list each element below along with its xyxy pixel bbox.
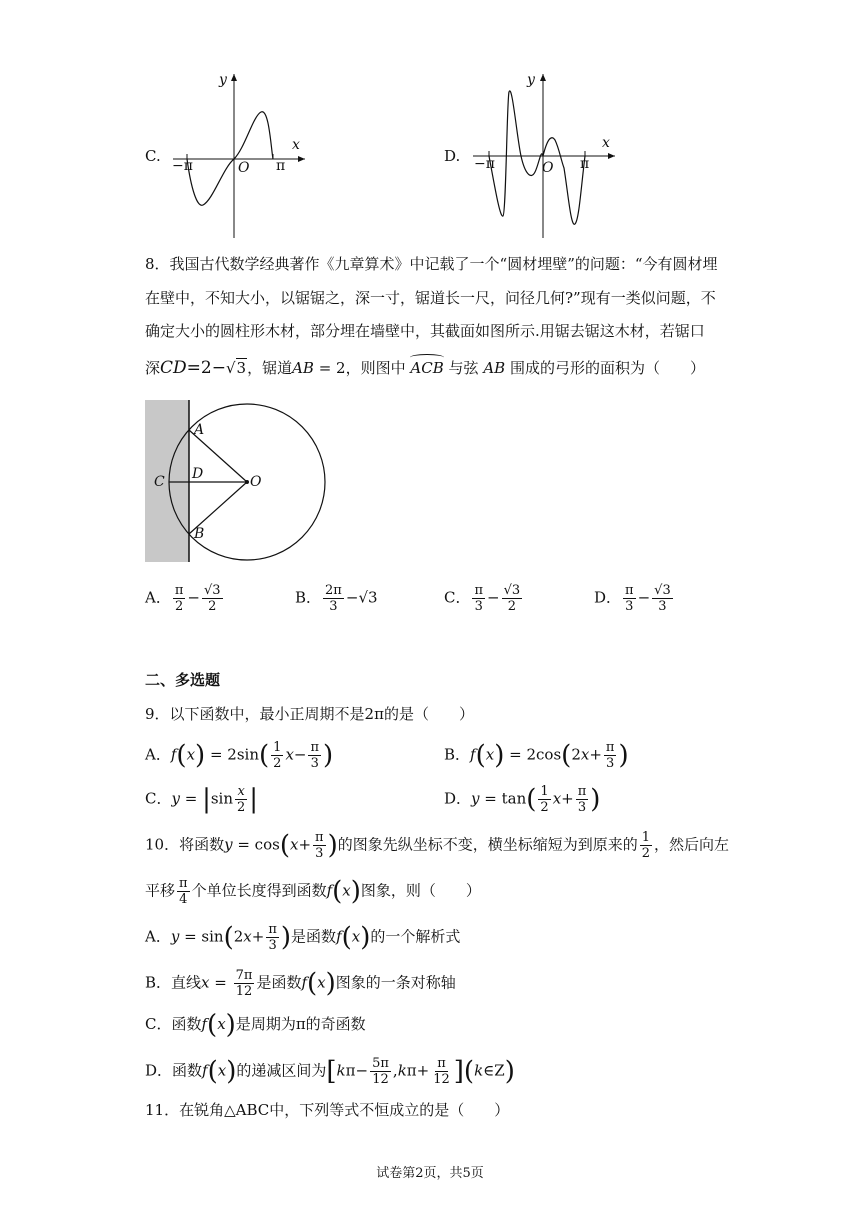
q8-line1: 8．我国古代数学经典著作《九章算术》中记载了一个“圆材埋壁”的问题：“今有圆材埋 <box>145 255 718 273</box>
fig-label-b: B <box>194 526 205 542</box>
q10-option-a[interactable]: A．y = sin(2x+ $\frac{\pi}{3}$ )是函数f(x)的一个解析式 <box>145 922 461 953</box>
graph-d-pi: π <box>580 156 590 172</box>
q10-stem-line1: 10．将函数y = cos(x+ $\frac{\pi}{3}$ )的图象先纵坐标不变，横坐标缩短为到原来的 $\frac{1}{2}$ ，然后向左 <box>145 830 730 861</box>
fig-label-a: A <box>194 422 205 438</box>
q9-option-a[interactable]: A．f(x) = 2sin( $\frac{1}{2}$ x− $\frac{\pi}{3}$ ) <box>145 740 334 771</box>
graph-c <box>165 68 315 243</box>
fig-label-d: D <box>192 466 204 482</box>
graph-c-pi: π <box>276 158 286 174</box>
page-footer: 试卷第2页，共5页 <box>376 1166 484 1181</box>
q8-option-c[interactable]: C． $\frac{\pi}{3}$ − $\frac{√3}{2}$ <box>444 583 521 614</box>
q10-option-b[interactable]: B．直线x = $\frac{7\pi}{12}$ 是函数f(x)图象的一条对称轴 <box>145 968 456 999</box>
q11-stem: 11．在锐角△ABC中，下列等式不恒成立的是（ ） <box>145 1101 510 1119</box>
q8-option-b[interactable]: B． $\frac{2\pi}{3}$ −√3 <box>295 583 378 614</box>
q9-option-d[interactable]: D．y = tan( $\frac{1}{2}$ x+ $\frac{\pi}{3}$ ) <box>444 784 601 815</box>
q9-option-b[interactable]: B．f(x) = 2cos(2x+ $\frac{\pi}{3}$ ) <box>444 740 629 771</box>
option-d-label: D. <box>444 147 461 165</box>
graph-d-x-label: x <box>602 135 610 151</box>
q10-stem-line2: 平移 $\frac{\pi}{4}$ 个单位长度得到函数f(x)图象，则（ ） <box>145 876 481 907</box>
circle-wall-figure <box>145 398 335 568</box>
fig-label-c: C <box>154 474 165 490</box>
q8-option-d[interactable]: D． $\frac{\pi}{3}$ − $\frac{√3}{3}$ <box>594 583 671 614</box>
q10-option-d[interactable]: D．函数f(x)的递减区间为[kπ− $\frac{5\pi}{12}$ ,kπ+ $\frac{\pi}{12}$ ](k∈Z) <box>145 1056 515 1087</box>
graph-c-origin: O <box>238 160 250 176</box>
option-c-label: C. <box>145 147 161 165</box>
q9-option-c[interactable]: C．y = |sin $\frac{x}{2}$ | <box>145 784 259 815</box>
q9-stem: 9．以下函数中，最小正周期不是2π的是（ ） <box>145 705 474 723</box>
graph-c-y-label: y <box>219 72 227 88</box>
graph-d-neg-pi: −π <box>474 156 495 172</box>
fig-label-o: O <box>250 474 262 490</box>
graph-d-y-label: y <box>527 72 535 88</box>
arc-acb: ACB <box>410 359 444 377</box>
q8-line4: 深CD=2−√3，锯道AB = 2，则图中 ACB 与弦 AB 围成的弓形的面积为（ ） <box>145 358 705 378</box>
q8-option-a[interactable]: A． $\frac{\pi}{2}$ − $\frac{√3}{2}$ <box>145 583 221 614</box>
section-title: 二、多选题 <box>145 671 221 689</box>
graph-c-neg-pi: −π <box>172 158 193 174</box>
graph-d-origin: O <box>542 160 554 176</box>
graph-c-x-label: x <box>292 137 300 153</box>
q8-line3: 确定大小的圆柱形木材，部分埋在墙壁中，其截面如图所示.用锯去锯这木材，若锯口 <box>145 322 705 340</box>
q10-option-c[interactable]: C．函数f(x)是周期为π的奇函数 <box>145 1010 366 1040</box>
q8-line2: 在壁中，不知大小，以锯锯之，深一寸，锯道长一尺，问径几何?”现有一类似问题，不 <box>145 289 716 307</box>
